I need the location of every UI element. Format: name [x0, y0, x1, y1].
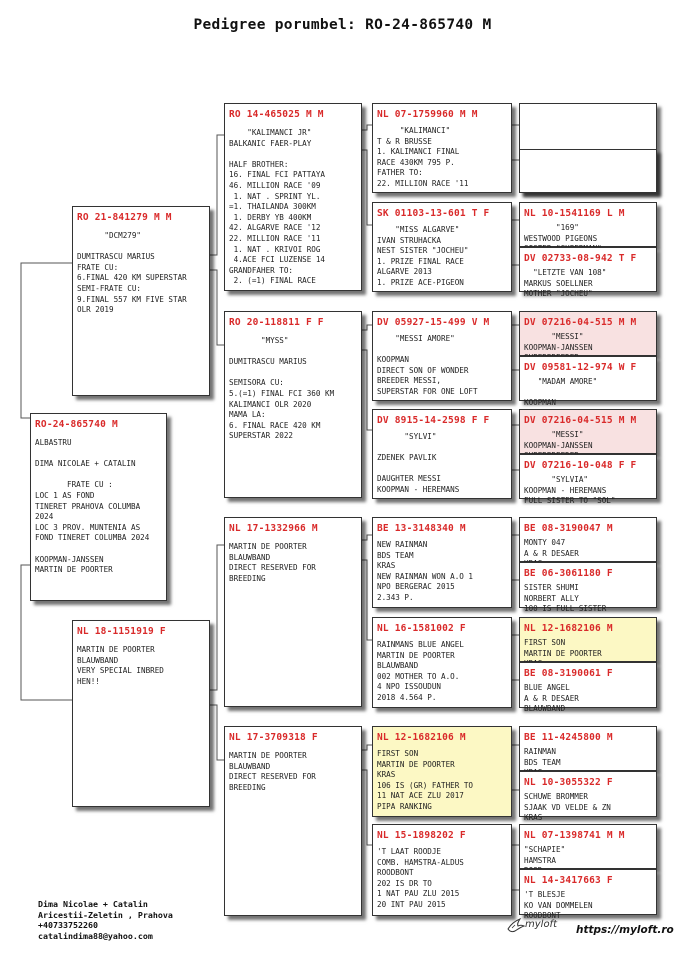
pedigree-card-g7[interactable]	[519, 409, 657, 454]
pedigree-card-g3[interactable]	[519, 202, 657, 247]
pedigree-card-sdd[interactable]	[372, 409, 512, 499]
pigeon-details: BLUE ANGEL A & R DESAER BLAUWBAND	[524, 683, 579, 714]
pedigree-card-g4[interactable]	[519, 247, 657, 299]
ring-number: NL 10-3055322 F	[524, 777, 613, 788]
ring-number: NL 17-1332966 M	[229, 523, 318, 534]
pigeon-details: RAINMANS BLUE ANGEL MARTIN DE POORTER BLAUWBAND 002 MOTHER TO A.O. 4 NPO ISSOUDUN 2018 4.564 P.	[377, 640, 464, 702]
ring-number: NL 15-1898202 F	[377, 830, 466, 841]
pedigree-card-dsd[interactable]	[372, 617, 512, 708]
pigeon-details: SCHUWE BROMMER SJAAK VD VELDE & ZN KRAS	[524, 792, 611, 823]
pigeon-details: 'T BLESJE KO VAN DOMMELEN ROODBONT	[524, 890, 593, 921]
ring-number: NL 16-1581002 F	[377, 623, 466, 634]
pigeon-details: "KALIMANCI JR" BALKANIC FAER-PLAY HALF BROTHER: 16. FINAL FCI PATTAYA 46. MILLION RACE '09 1. NAT . SPRINT YL. =1. THAILANDA 300KM 1. DERBY YB 400KM 42. ALGARVE RACE '12 22. MILLION RACE '11 1. NAT . KRIVOI ROG 4.ACE FCI LUZENSE 14 GRANDFAHER TO: 2. (=1) FINAL RACE	[229, 128, 326, 286]
pedigree-card-sire[interactable]	[72, 206, 210, 396]
ring-number: NL 18-1151919 F	[77, 626, 166, 637]
ring-number: NL 07-1398741 M M	[524, 830, 625, 841]
ring-number: RO-24-865740 M	[35, 419, 118, 430]
pedigree-card-dam[interactable]	[72, 620, 210, 807]
pigeon-details: MONTY 047 A & R DESAER	[524, 538, 579, 558]
ring-number: DV 07216-10-048 F F	[524, 460, 637, 471]
pigeon-details: ALBASTRU DIMA NICOLAE + CATALIN FRATE CU : LOC 1 AS FOND TINERET PRAHOVA COLUMBA 2024 LOC 3 PROV. MUNTENIA AS FOND TINERET COLUMBA 2024 KOOPMAN-JANSSEN MARTIN DE POORTER	[35, 438, 150, 575]
pedigree-card-g6[interactable]	[519, 356, 657, 408]
pedigree-card-g9[interactable]	[519, 517, 657, 562]
pigeon-details: "MESSI" KOOPMAN-JANSSEN	[524, 430, 593, 450]
ring-number: DV 09581-12-974 W F	[524, 362, 637, 373]
pedigree-card-g2[interactable]	[519, 149, 657, 193]
ring-number: BE 06-3061180 F	[524, 568, 613, 579]
pedigree-card-g10[interactable]	[519, 562, 657, 614]
ring-number: RO 20-118811 F F	[229, 317, 324, 328]
pedigree-card-sss[interactable]	[372, 103, 512, 193]
pigeon-details: RAINMAN BDS TEAM	[524, 747, 561, 767]
pigeon-details: FIRST SON MARTIN DE POORTER KRAS 106 IS (GR) FATHER TO 11 NAT ACE ZLU 2017 PIPA RANKING	[377, 749, 474, 811]
pedigree-card-g13[interactable]	[519, 726, 657, 771]
ring-number: BE 08-3190061 F	[524, 668, 613, 679]
pigeon-details: FIRST SON MARTIN DE POORTER	[524, 638, 602, 658]
pigeon-icon	[506, 915, 526, 935]
ring-number: DV 02733-08-942 T F	[524, 253, 637, 264]
pedigree-card-g15[interactable]	[519, 824, 657, 869]
pigeon-details: MARTIN DE POORTER BLAUWBAND DIRECT RESERVED FOR BREEDING	[229, 751, 316, 792]
pedigree-card-dam-dam[interactable]	[224, 726, 362, 916]
ring-number: DV 8915-14-2598 F F	[377, 415, 490, 426]
pigeon-details: "SYLVI" ZDENEK PAVLIK DAUGHTER MESSI KOOPMAN - HEREMANS	[377, 432, 460, 494]
ring-number: NL 07-1759960 M M	[377, 109, 478, 120]
pedigree-card-dds[interactable]	[372, 726, 512, 817]
pigeon-details: "DCM279" DUMITRASCU MARIUS FRATE CU: 6.FINAL 420 KM SUPERSTAR SEMI-FRATE CU: 9.FINAL 557 KM FIVE STAR OLR 2019	[77, 231, 187, 315]
ring-number: NL 14-3417663 F	[524, 875, 613, 886]
pedigree-card-ssd[interactable]	[372, 202, 512, 292]
pedigree-card-sire-dam[interactable]	[224, 311, 362, 498]
ring-number: BE 08-3190047 M	[524, 523, 613, 534]
pigeon-details: "SCHAPIE" HAMSTRA	[524, 845, 566, 865]
pigeon-details: "169" WESTWOOD PIGEONS	[524, 223, 598, 243]
pedigree-card-subject[interactable]	[30, 413, 167, 601]
ring-number: DV 07216-04-515 M M	[524, 415, 637, 426]
ring-number: DV 07216-04-515 M M	[524, 317, 637, 328]
ring-number: RO 21-841279 M M	[77, 212, 172, 223]
owner-contact: Dima Nicolae + Catalin Aricestii-Zeletin , Prahova +40733752260 catalindima88@yahoo.com	[38, 899, 173, 941]
pigeon-details: "MISS ALGARVE" IVAN STRUHACKA NEST SISTER "JOCHEU" 1. PRIZE FINAL RACE ALGARVE 2013 1. PRIZE ACE-PIGEON	[377, 225, 469, 287]
pigeon-details: "SYLVIA" KOOPMAN - HEREMANS FULL SISTER TO "SOL"	[524, 475, 616, 506]
pedigree-card-g5[interactable]	[519, 311, 657, 356]
ring-number: NL 10-1541169 L M	[524, 208, 625, 219]
ring-number: NL 12-1682106 M	[524, 623, 613, 634]
ring-number: RO 14-465025 M M	[229, 109, 324, 120]
pigeon-details: 'T LAAT ROODJE COMB. HAMSTRA-ALDUS ROODBONT 202 IS DR TO 1 NAT PAU ZLU 2015 20 INT PAU 2015	[377, 847, 464, 909]
pedigree-card-ddd[interactable]	[372, 824, 512, 916]
ring-number: NL 12-1682106 M	[377, 732, 466, 743]
pigeon-details: "MESSI" KOOPMAN-JANSSEN	[524, 332, 593, 352]
pigeon-details: MARTIN DE POORTER BLAUWBAND DIRECT RESERVED FOR BREEDING	[229, 542, 316, 583]
ring-number: BE 11-4245800 M	[524, 732, 613, 743]
pedigree-card-dss[interactable]	[372, 517, 512, 608]
pedigree-card-sds[interactable]	[372, 311, 512, 401]
pigeon-details: "MYSS" DUMITRASCU MARIUS SEMISORA CU: 5.(=1) FINAL FCI 360 KM KALIMANCI OLR 2020 MAMA LA: 6. FINAL RACE 420 KM SUPERSTAR 2022	[229, 336, 335, 441]
pigeon-details: "KALIMANCI" T & R BRUSSE 1. KALIMANCI FINAL RACE 430KM 795 P. FATHER TO: 22. MILLION RACE '11	[377, 126, 469, 188]
pigeon-details: NEW RAINMAN BDS TEAM KRAS NEW RAINMAN WON A.O 1 NPO BERGERAC 2015 2.343 P.	[377, 540, 474, 602]
ring-number: DV 05927-15-499 V M	[377, 317, 490, 328]
pedigree-card-g8[interactable]	[519, 454, 657, 506]
ring-number: SK 01103-13-601 T F	[377, 208, 490, 219]
pedigree-card-g16[interactable]	[519, 869, 657, 921]
pedigree-card-g11[interactable]	[519, 617, 657, 662]
myloft-logo: myloft	[525, 919, 557, 930]
pigeon-details: "MESSI AMORE" KOOPMAN DIRECT SON OF WONDER BREEDER MESSI, SUPERSTAR FOR ONE LOFT	[377, 334, 478, 396]
website-link[interactable]: https://myloft.ro	[576, 924, 674, 936]
pigeon-details: "LETZTE VAN 108" MARKUS SOELLNER MOTHER "JOCHEU"	[524, 268, 607, 299]
pedigree-card-g12[interactable]	[519, 662, 657, 714]
pigeon-details: MARTIN DE POORTER BLAUWBAND VERY SPECIAL INBRED HEN!!	[77, 645, 164, 686]
page-title: Pedigree porumbel: RO-24-865740 M	[193, 17, 492, 33]
pedigree-card-g14[interactable]	[519, 771, 657, 823]
ring-number: BE 13-3148340 M	[377, 523, 466, 534]
pigeon-details: "MADAM AMORE" KOOPMAN	[524, 377, 598, 408]
pigeon-details: SISTER SHUMI NORBERT ALLY 100 IS FULL SISTER	[524, 583, 607, 614]
pedigree-card-dam-sire[interactable]	[224, 517, 362, 707]
pedigree-card-sire-sire[interactable]	[224, 103, 362, 291]
ring-number: NL 17-3709318 F	[229, 732, 318, 743]
